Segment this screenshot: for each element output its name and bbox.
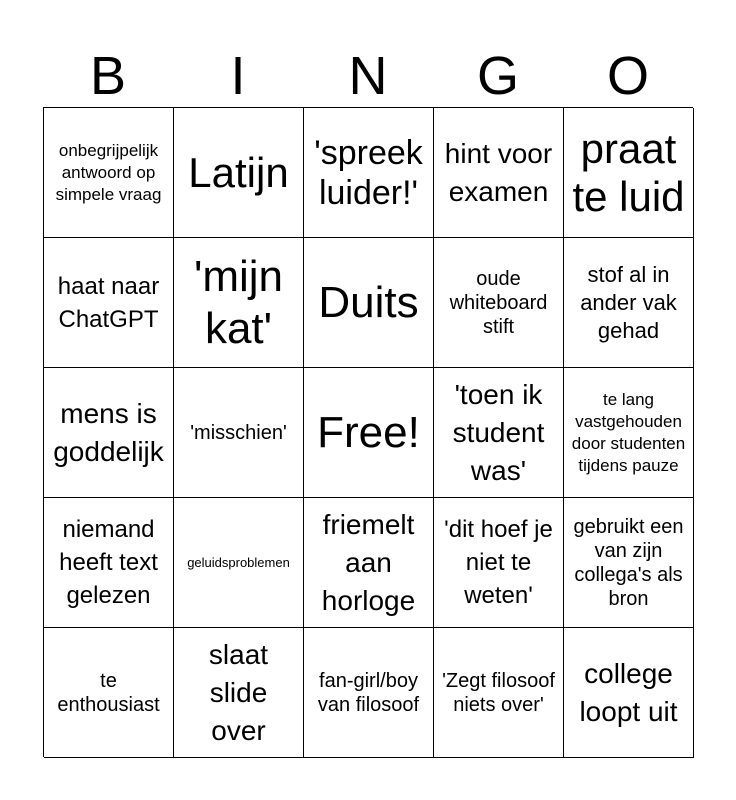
header-letter-g: G: [476, 46, 519, 106]
cell-text: fan-girl/boy van filosoof: [317, 669, 420, 716]
cell-text: te lang vastgehouden door studenten tijdens pauze: [571, 389, 686, 475]
bingo-cell[interactable]: [174, 628, 304, 758]
bingo-cell[interactable]: [44, 108, 174, 238]
cell-text: praat te luid: [572, 124, 685, 220]
bingo-cell[interactable]: [44, 498, 174, 628]
free-space-label: Free!: [317, 407, 420, 457]
bingo-card-grid: [43, 107, 693, 757]
free-space-cell[interactable]: [304, 368, 434, 498]
cell-text: 'toen ik student was': [452, 378, 545, 486]
bingo-cell[interactable]: [304, 498, 434, 628]
bingo-cell[interactable]: [174, 108, 304, 238]
bingo-cell[interactable]: [304, 628, 434, 758]
bingo-cell[interactable]: [174, 238, 304, 368]
header-letter-b: B: [89, 46, 127, 106]
cell-text: 'dit hoef je niet te weten': [444, 516, 553, 609]
bingo-cell[interactable]: [434, 368, 564, 498]
bingo-cell[interactable]: [174, 498, 304, 628]
cell-text: haat naar ChatGPT: [57, 272, 160, 333]
bingo-header: [43, 44, 693, 108]
cell-text: stof al in ander vak gehad: [580, 261, 677, 343]
bingo-cell[interactable]: [44, 368, 174, 498]
bingo-cell[interactable]: [44, 628, 174, 758]
bingo-cell[interactable]: [434, 238, 564, 368]
bingo-cell[interactable]: [434, 628, 564, 758]
bingo-cell[interactable]: [174, 368, 304, 498]
cell-text: geluidsproblemen: [187, 555, 290, 570]
cell-text: oude whiteboard stift: [449, 267, 548, 338]
cell-text: onbegrijpelijk antwoord op simpele vraag: [55, 140, 162, 204]
bingo-cell[interactable]: [564, 238, 694, 368]
cell-text: gebruikt een van zijn collega's als bron: [573, 515, 684, 610]
cell-text: te enthousiast: [57, 669, 160, 716]
cell-text: mens is goddelijk: [53, 397, 164, 467]
cell-text: Latijn: [188, 148, 289, 196]
cell-text: 'mijn kat': [193, 251, 284, 353]
bingo-cell[interactable]: [304, 108, 434, 238]
bingo-cell[interactable]: [564, 628, 694, 758]
header-letter-o: O: [606, 46, 649, 106]
bingo-cell[interactable]: [564, 498, 694, 628]
cell-text: slaat slide over: [208, 638, 269, 746]
cell-text: 'misschien': [190, 421, 287, 444]
bingo-cell[interactable]: [434, 108, 564, 238]
header-letter-i: I: [230, 46, 246, 106]
bingo-cell[interactable]: [44, 238, 174, 368]
cell-text: college loopt uit: [579, 657, 678, 727]
header-letter-n: N: [348, 46, 388, 106]
bingo-cell[interactable]: [434, 498, 564, 628]
cell-text: hint voor examen: [444, 137, 553, 207]
bingo-cell[interactable]: [564, 108, 694, 238]
cell-text: 'Zegt filosoof niets over': [442, 669, 555, 716]
bingo-cell[interactable]: [564, 368, 694, 498]
cell-text: Duits: [318, 277, 419, 327]
bingo-cell[interactable]: [304, 238, 434, 368]
cell-text: niemand heeft text gelezen: [59, 516, 158, 609]
cell-text: friemelt aan horloge: [321, 508, 416, 616]
cell-text: 'spreek luider!': [314, 133, 423, 212]
